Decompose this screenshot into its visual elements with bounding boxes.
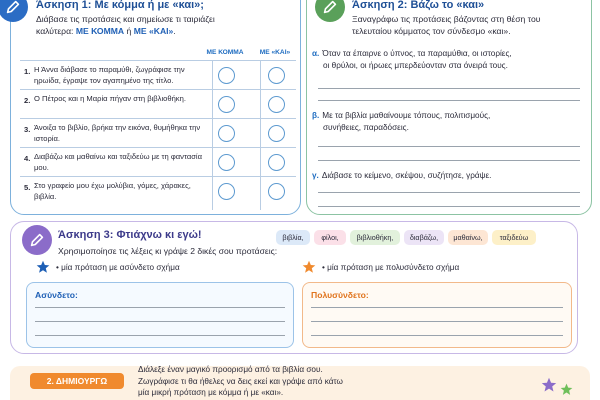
column-header-kai: ΜΕ «ΚΑΙ»: [259, 49, 291, 56]
exercise-1-instruction: Διάβασε τις προτάσεις και σημείωσε τι ταιριάζει καλύτερα: ΜΕ ΚΟΜΜΑ ή ΜΕ «ΚΑΙ».: [36, 14, 215, 36]
answer-circle-kai[interactable]: [268, 154, 285, 171]
polysyndeto-title: Πολυσύνδετο:: [311, 290, 369, 300]
writing-line[interactable]: [318, 146, 580, 147]
word-chip: ταξιδεύω: [492, 230, 536, 245]
exercise-2-title: Άσκηση 2: Βάζω το «και»: [352, 0, 485, 11]
row-text: Στο γραφείο μου έχω μολύβια, γόμες, χάρακες, βιβλία.: [34, 181, 191, 201]
word-chip: βιβλία,: [276, 230, 310, 245]
answer-circle-kai[interactable]: [268, 125, 285, 142]
word-chip: διαβάζω,: [404, 230, 444, 245]
polysyndeto-panel: [302, 282, 572, 348]
star-icon: [541, 377, 557, 393]
word-chip: μαθαίνω,: [448, 230, 488, 245]
exercise-2-item-c: γ. Διάβασε το κείμενο, σκέψου, συζήτησε, γράψε.: [312, 171, 492, 180]
answer-circle-kai[interactable]: [268, 183, 285, 200]
writing-line[interactable]: [318, 100, 580, 101]
writing-line[interactable]: [35, 321, 285, 322]
writing-line[interactable]: [35, 307, 285, 308]
writing-line[interactable]: [311, 335, 563, 336]
answer-circle-comma[interactable]: [218, 96, 235, 113]
asyndeto-bullet: • μία πρόταση με ασύνδετο σχήμα: [56, 263, 180, 272]
star-icon: [302, 260, 316, 274]
exercise-2-item-b: β. Με τα βιβλία μαθαίνουμε τόπους, πολιτισμούς, συνήθειες, παραδόσεις.: [312, 111, 491, 132]
polysyndeto-bullet: • μία πρόταση με πολυσύνδετο σχήμα: [322, 263, 460, 272]
answer-circle-kai[interactable]: [268, 67, 285, 84]
pencil-icon: [22, 225, 52, 255]
table-row: 1. Η Άννα διάβασε το παραμύθι, ζωγράφισε την ηρωίδα, έγραψε τον αγαπημένο της τίτλο.: [20, 60, 296, 89]
exercise-3-title: Άσκηση 3: Φτιάχνω κι εγώ!: [58, 229, 202, 241]
writing-line[interactable]: [311, 307, 563, 308]
exercise-1-table: [20, 60, 296, 205]
column-header-comma: ΜΕ ΚΟΜΜΑ: [206, 49, 244, 56]
table-row: 2. Ο Πέτρος και η Μαρία πήγαν στη βιβλιοθήκη.: [20, 89, 296, 118]
row-text: Ο Πέτρος και η Μαρία πήγαν στη βιβλιοθήκη.: [34, 94, 186, 103]
writing-line[interactable]: [318, 206, 580, 207]
row-text: Διαβάζω και μαθαίνω και ταξιδεύω με τη φαντασία μου.: [34, 152, 203, 172]
writing-line[interactable]: [318, 192, 580, 193]
asyndeto-panel: [26, 282, 294, 348]
asyndeto-title: Ασύνδετο:: [35, 290, 78, 300]
table-row: 4. Διαβάζω και μαθαίνω και ταξιδεύω με τη φαντασία μου.: [20, 147, 296, 176]
star-icon: [560, 383, 573, 396]
star-icon: [36, 260, 50, 274]
answer-circle-comma[interactable]: [218, 183, 235, 200]
exercise-1-title: Άσκηση 1: Με κόμμα ή με «και»;: [36, 0, 204, 11]
writing-line[interactable]: [311, 321, 563, 322]
writing-line[interactable]: [318, 160, 580, 161]
answer-circle-comma[interactable]: [218, 125, 235, 142]
writing-line[interactable]: [318, 88, 580, 89]
word-chip: βιβλιοθήκη,: [350, 230, 400, 245]
exercise-2-item-a: α. Όταν τα έπαιρνε ο ύπνος, τα παραμύθια, οι ιστορίες, οι θρύλοι, οι ήρωες μπερδεύονταν στα όνειρά τους.: [312, 49, 512, 70]
answer-circle-comma[interactable]: [218, 154, 235, 171]
row-text: Η Άννα διάβασε το παραμύθι, ζωγράφισε την ηρωίδα, έγραψε τον αγαπημένο της τίτλο.: [34, 65, 185, 85]
exercise-2-instruction: Ξαναγράφω τις προτάσεις βάζοντας στη θέση του τελευταίου κόμματος τον σύνδεσμο «και».: [352, 14, 541, 36]
exercise-3-instruction: Χρησιμοποίησε τις λέξεις κι γράψε 2 δικές σου προτάσεις:: [58, 246, 278, 256]
table-row: 3. Άνοιξα το βιβλίο, βρήκα την εικόνα, θυμήθηκα την ιστορία.: [20, 118, 296, 147]
create-instruction: Διάλεξε έναν μαγικό προορισμό από τα βιβλία σου. Ζωγράφισε τι θα ήθελες να δεις εκεί και γράψε από κάτω μία μικρή πρόταση με κόμμα ή με «και».: [138, 365, 343, 397]
table-row: 5. Στο γραφείο μου έχω μολύβια, γόμες, χάρακες, βιβλία.: [20, 176, 296, 205]
create-badge: 2. ΔΗΜΙΟΥΡΓΩ: [30, 373, 124, 389]
writing-line[interactable]: [35, 335, 285, 336]
row-text: Άνοιξα το βιβλίο, βρήκα την εικόνα, θυμήθηκα την ιστορία.: [34, 123, 201, 143]
word-chip: φίλοι,: [314, 230, 346, 245]
answer-circle-kai[interactable]: [268, 96, 285, 113]
answer-circle-comma[interactable]: [218, 67, 235, 84]
